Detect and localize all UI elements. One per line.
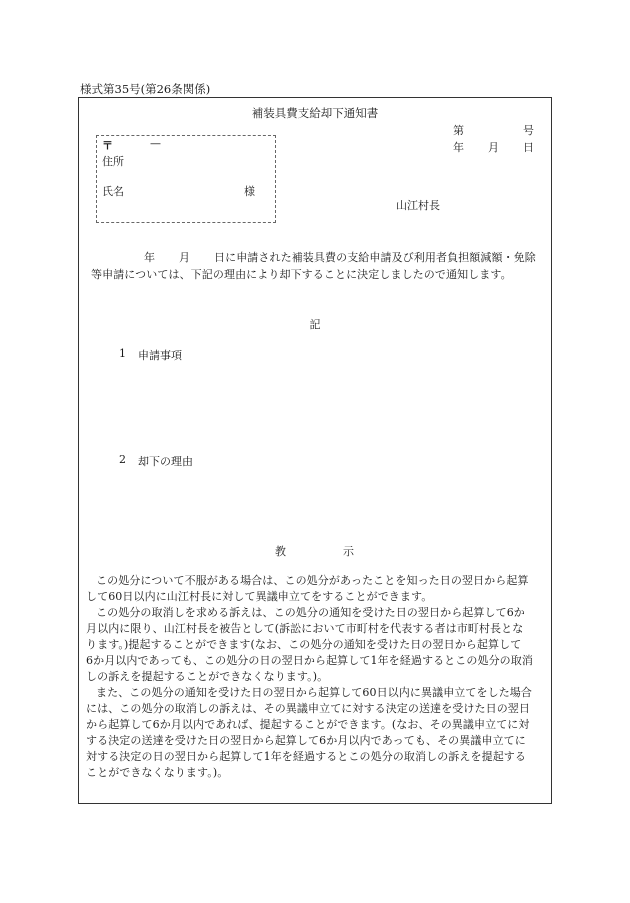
item1-number: 1 [119,347,126,360]
instruction-line: また、この処分の通知を受けた日の翌日から起算して60日以内に異議申立てをした場合 [96,686,532,699]
document-title: 補装具費支給却下通知書 [251,106,379,120]
number-dai: 第 [453,124,464,137]
intro-year: 年 [144,251,156,264]
date-month: 月 [488,141,499,154]
item2-number: 2 [119,453,126,466]
address-label: 住所 [102,155,124,168]
instruction-line: この処分について不服がある場合は、この処分があったことを知った日の翌日から起算 [96,574,529,587]
item2-label: 却下の理由 [138,455,193,468]
intro-month: 月 [179,251,191,264]
form-number-label: 様式第35号(第26条関係) [80,82,211,96]
kyoji-heading-b: 示 [343,545,354,558]
issuer-name: 山江村長 [396,199,440,212]
date-year: 年 [453,141,464,154]
instruction-line: ことができなくなります。)。 [86,766,229,779]
number-go: 号 [523,124,534,137]
instruction-line: には、この処分の取消しの訴えは、その異議申立てに対する決定の送達を受けた日の翌日 [86,702,530,715]
ki-heading: 記 [309,318,321,331]
instruction-line: ります。)提起することができます(なお、この処分の通知を受けた日の翌日から起算して [86,638,522,651]
item1-label: 申請事項 [138,349,182,362]
instruction-line: しの訴えを提起することができなくなります。)。 [86,670,329,683]
kyoji-heading-a: 教 [275,545,286,558]
instruction-line: 対する決定の日の翌日から起算して1年を経過するとこの処分の取消しの訴えを提起する [86,750,526,763]
intro-line2: 等申請については、下記の理由により却下することに決定しましたので通知します。 [91,268,512,281]
honorific-sama: 様 [244,185,255,198]
instruction-line: 月以内に限り、山江村長を被告として(訴訟において市町村を代表する者は市町村長とな [86,622,524,635]
instruction-line: して60日以内に山江村長に対して異議申立てをすることができます。 [86,590,433,603]
address-box [96,135,276,223]
date-day: 日 [523,141,534,154]
instruction-line: する決定の送達を受けた日の翌日から起算して6か月以内であっても、その異議申立てに [86,734,526,747]
name-label: 氏名 [102,185,124,198]
postal-dash: — [150,137,161,150]
postal-mark: 〒 [102,139,113,152]
instruction-line: から起算して6か月以内であれば、提起することができます。(なお、その異議申立てに対 [86,718,530,731]
intro-line1: 日に申請された補装具費の支給申請及び利用者負担額減額・免除 [214,251,536,264]
instruction-line: この処分の取消しを求める訴えは、この処分の通知を受けた日の翌日から起算して6か [96,606,525,619]
instruction-line: 6か月以内であっても、この処分の日の翌日から起算して1年を経過するとこの処分の取消 [86,654,533,667]
